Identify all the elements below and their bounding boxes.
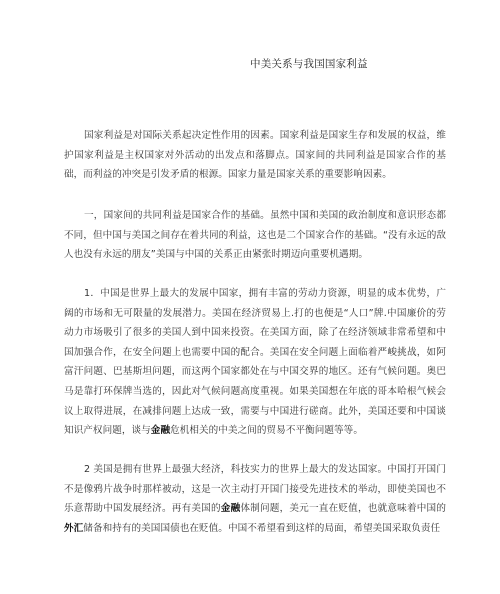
bold-term-finance: 金融 xyxy=(150,425,171,437)
paragraph-text: 危机相关的中美之间的贸易不平衡问题等等。 xyxy=(170,425,363,437)
bold-term-finance: 金融 xyxy=(220,503,241,515)
paragraph-common-interest xyxy=(64,206,446,265)
document-title: 中美关系与我国国家利益 xyxy=(250,58,368,70)
paragraph-text: 储备和持有的美国国债也在贬值。中国不希望看到这样的局面，希望美国采取负责任 xyxy=(83,522,441,534)
paragraph-china-developing xyxy=(64,284,446,441)
paragraph-text: 国家利益是对国际关系起决定性作用的因素。国家利益是国家生存和发展的权益，维护国家利益是主权国家对外活动的出发点和落脚点。国家间的共同利益是国家合作的基础，而利益的冲突是引发矛盾的根源。国家力量是国家关系的重要影响因素。 xyxy=(64,130,446,181)
paragraph-national-interest xyxy=(64,126,446,185)
bold-term-forex: 外汇 xyxy=(64,522,84,534)
paragraph-text: 体制问题，美元一直在贬值，也就意味着中国的 xyxy=(240,503,446,515)
paragraph-text: 一，国家间的共同利益是国家合作的基础。虽然中国和美国的政治制度和意识形态都不同，但中国与美国之间存在着共同的利益，这也是二个国家合作的基础。“没有永远的敌人也没有永远的朋友”美国与中国的关系正由紧张时期迈向重要机遇期。 xyxy=(64,210,446,261)
paragraph-text: 1．中国是世界上最大的发展中国家，拥有丰富的劳动力资源，明显的成本优势，广阔的市场和无可限量的发展潜力。美国在经济贸易上.打的也便是“人口”牌.中国廉价的劳动力市场吸引了很多的美国人到中国来投资。在美国方面，除了在经济领域非常希望和中国加强合作，在安全问题上也需要中国的配合。美国在安全问题上面临着严峻挑战，如阿富汗问题、巴基斯坦问题，而这两个国家都处在与中国交界的地区。还有气候问题。奥巴马是靠打环保牌当选的，因此对气候问题高度重视。如果美国想在年底的哥本哈根气候会议上取得进展，在减排问题上达成一致，需要与中国进行磋商。此外，美国还要和中国谈知识产权问题，谈与 xyxy=(64,288,446,437)
paragraph-text: 2 美国是拥有世界上最强大经济，科技实力的世界上最大的发达国家。中国打开国门不是像鸦片战争时那样被动，这是一次主动打开国门接受先进技术的举动，即使美国也不乐意帮助中国发展经济。再有美国的 xyxy=(64,464,446,515)
paragraph-us-developed xyxy=(64,460,446,538)
